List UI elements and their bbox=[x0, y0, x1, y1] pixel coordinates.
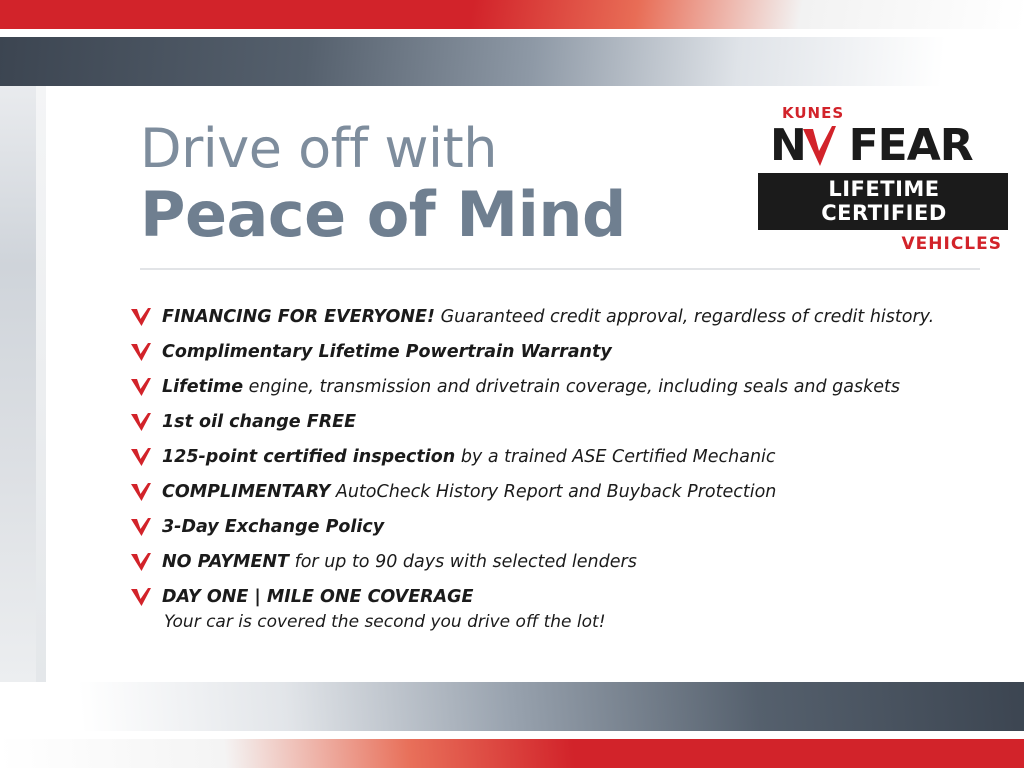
list-item-text: by a trained ASE Certified Mechanic bbox=[455, 447, 776, 467]
list-item-strong: DAY ONE | MILE ONE COVERAGE bbox=[162, 587, 474, 607]
check-mark-icon bbox=[130, 342, 152, 362]
logo-wordmark bbox=[770, 120, 1008, 171]
top-red-band bbox=[0, 0, 1024, 34]
headline bbox=[140, 117, 626, 251]
logo-vehicles-text: VEHICLES bbox=[901, 234, 1002, 254]
headline-divider bbox=[140, 268, 980, 270]
list-item bbox=[130, 516, 950, 538]
list-item-strong: Complimentary Lifetime Powertrain Warranty bbox=[162, 342, 612, 362]
check-mark-icon bbox=[801, 125, 837, 167]
check-mark-icon bbox=[130, 377, 152, 397]
headline-line-2: Peace of Mind bbox=[140, 178, 626, 251]
list-item-strong: FINANCING FOR EVERYONE! bbox=[162, 307, 435, 327]
check-mark-icon bbox=[130, 482, 152, 502]
headline-line-1: Drive off with bbox=[140, 117, 497, 180]
bottom-grey-band bbox=[0, 682, 1024, 734]
benefits-list bbox=[130, 306, 950, 646]
top-grey-band bbox=[0, 34, 1024, 86]
list-item-strong: 3-Day Exchange Policy bbox=[162, 517, 385, 537]
list-item-subtext: Your car is covered the second you drive off the lot! bbox=[164, 612, 606, 632]
check-mark-icon bbox=[130, 517, 152, 537]
check-mark-icon bbox=[130, 552, 152, 572]
list-item bbox=[130, 411, 950, 433]
left-edge-strip-inner bbox=[36, 86, 46, 682]
list-item-text: for up to 90 days with selected lenders bbox=[289, 552, 637, 572]
check-mark-icon bbox=[130, 587, 152, 607]
list-item-strong: NO PAYMENT bbox=[162, 552, 289, 572]
list-item bbox=[130, 341, 950, 363]
list-item bbox=[130, 551, 950, 573]
logo-word-left: N bbox=[770, 120, 806, 171]
check-mark-icon bbox=[130, 307, 152, 327]
list-item bbox=[130, 376, 950, 398]
list-item-strong: 125-point certified inspection bbox=[162, 447, 456, 467]
list-item-text: Guaranteed credit approval, regardless of credit history. bbox=[435, 307, 935, 327]
list-item-text: AutoCheck History Report and Buyback Protection bbox=[330, 482, 777, 502]
list-item bbox=[130, 586, 950, 633]
logo-brand-text: KUNES bbox=[782, 104, 845, 122]
kunes-no-fear-logo bbox=[758, 104, 1008, 254]
logo-word-right: FEAR bbox=[848, 120, 973, 171]
list-item bbox=[130, 306, 950, 328]
list-item-text: engine, transmission and drivetrain coverage, including seals and gaskets bbox=[243, 377, 901, 397]
check-mark-icon bbox=[130, 412, 152, 432]
list-item bbox=[130, 446, 950, 468]
bottom-red-band bbox=[0, 734, 1024, 768]
logo-lifetime-certified-band: LIFETIME CERTIFIED bbox=[758, 173, 1008, 230]
list-item-strong: Lifetime bbox=[162, 377, 244, 397]
list-item-strong: COMPLIMENTARY bbox=[162, 482, 331, 502]
check-mark-icon bbox=[130, 447, 152, 467]
list-item-strong: 1st oil change FREE bbox=[162, 412, 357, 432]
list-item bbox=[130, 481, 950, 503]
